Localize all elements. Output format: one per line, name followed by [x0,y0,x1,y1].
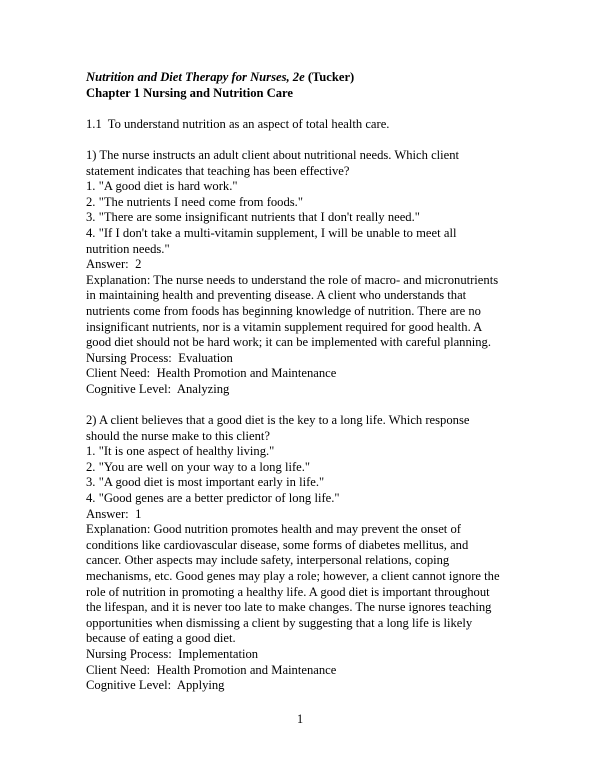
question-option: 2. "The nutrients I need come from foods." [86,194,303,209]
question-option: 4. "If I don't take a multi-vitamin supplement, I will be unable to meet all nutrition needs." [86,225,460,256]
spacer-after-objective [86,132,502,148]
explanation-text: Explanation: Good nutrition promotes health and may prevent the onset of conditions like cardiovascular disease, some forms of diabetes mellitus, and cancer. Other aspects may include safety, interpersonal relations, coping mechanisms, etc. Good genes may play a role; however, a client cannot ignore the role of nutrition in promoting a healthy life. A good diet is important throughout the lifespan, and it is never too late to make changes. The nurse ignores teaching opportunities when dismissing a client by suggesting that a long life is likely because of eating a good diet. [86,522,500,646]
document-body [86,70,502,694]
question-block-2 [86,413,502,694]
cognitive-level-line: Cognitive Level: Analyzing [86,381,230,396]
question-stem: 1) The nurse instructs an adult client about nutritional needs. Which client statement indicates that teaching has been effective? [86,147,460,178]
question-block-1 [86,148,502,398]
book-title: Nutrition and Diet Therapy for Nurses, 2e [86,70,305,84]
question-option: 1. "A good diet is hard work." [86,179,238,194]
question-option: 1. "It is one aspect of healthy living." [86,444,275,459]
nursing-process-line: Nursing Process: Implementation [86,646,259,661]
question-stem: 2) A client believes that a good diet is the key to a long life. Which response should the nurse make to this client? [86,413,470,443]
answer-line: Answer: 2 [86,257,142,272]
book-author: (Tucker) [304,70,355,84]
objective-text: To understand nutrition as an aspect of total health care. [107,116,390,131]
question-option: 2. "You are well on your way to a long life." [86,459,311,474]
question-option: 3. "A good diet is most important early in life." [86,475,325,490]
answer-line: Answer: 1 [86,506,142,521]
question-option: 3. "There are some insignificant nutrients that I don't really need." [86,210,420,225]
cognitive-level-line: Cognitive Level: Applying [86,678,225,693]
client-need-line: Client Need: Health Promotion and Maintenance [86,662,337,677]
chapter-heading: Chapter 1 Nursing and Nutrition Care [86,85,293,100]
page-number: 1 [296,712,304,726]
spacer-between-questions [86,397,502,413]
spacer-after-header [86,101,502,117]
explanation-text: Explanation: The nurse needs to understand the role of macro- and micronutrients in maintaining health and preventing disease. A client who understands that nutrients come from foods has beginning knowledge of nutrition. There are no insignificant nutrients, nor is a vitamin supplement required for good health. A good diet should not be hard work; it can be implemented with careful planning. [86,272,499,350]
client-need-line: Client Need: Health Promotion and Maintenance [86,366,337,381]
objective-number: 1.1 [86,116,102,131]
book-title-line [86,70,502,86]
question-option: 4. "Good genes are a better predictor of long life." [86,491,340,506]
objective-line [86,117,502,133]
nursing-process-line: Nursing Process: Evaluation [86,350,233,365]
